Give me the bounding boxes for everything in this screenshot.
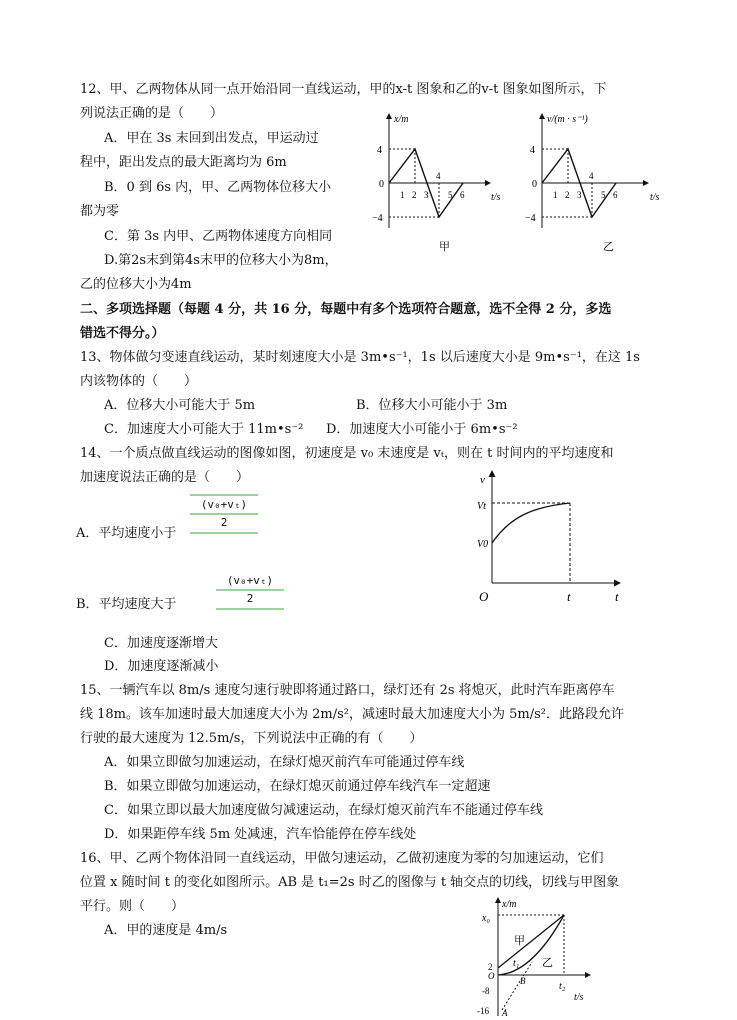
q12-figure-yi [523, 108, 668, 270]
q12-option-b-line2: 都为零 [80, 204, 120, 219]
t1-label: t₁ [513, 958, 520, 969]
y-tick-neg16: -16 [477, 1006, 489, 1016]
y-axis-label: x/m [394, 114, 409, 125]
q15-option-c: C．如果立即以最大加速度做匀减速运动，在绿灯熄灭前汽车不能通过停车线 [104, 803, 543, 818]
x-tick-3: 3 [577, 190, 582, 200]
q12-stem-line1: 12、甲、乙两物体从同一点开始沿同一直线运动，甲的x-t 图象和乙的v-t 图象如图所示，下 [80, 82, 607, 97]
q16-stem-line2: 位置 x 随时间 t 的变化如图所示。AB 是 t₁=2s 时乙的图像与 t 轴交点的切线，切线与甲图象 [80, 875, 620, 890]
fraction-denominator: 2 [246, 592, 254, 605]
t2-label: t₂ [559, 981, 566, 992]
q13-option-b: B．位移大小可能小于 3m [356, 398, 508, 413]
yi-curve [498, 915, 564, 975]
y-tick-0: 0 [379, 179, 384, 190]
x-tick-6: 6 [460, 190, 465, 200]
q14-stem-line1: 14、一个质点做直线运动的图像如图，初速度是 v₀ 末速度是 vₜ，则在 t 时间内的平均速度和 [80, 446, 614, 461]
q12-option-b-line1: B．0 到 6s 内，甲、乙两物体位移大小 [104, 180, 332, 195]
origin-label: O [479, 589, 489, 604]
x-axis-label: t/s [491, 192, 501, 203]
y-tick-neg4: −4 [372, 213, 383, 224]
y-axis-label: v [480, 474, 485, 486]
q14-option-a: A．平均速度小于 [76, 526, 177, 541]
q14-option-b: B．平均速度大于 [76, 597, 177, 612]
q13-stem-line1: 13、物体做匀变速直线运动，某时刻速度大小是 3m•s⁻¹，1s 以后速度大小是 9m•s⁻¹，在这 1s [80, 350, 640, 365]
y-tick-4: 4 [377, 145, 382, 156]
q13-option-d: D．加速度大小可能小于 6m•s⁻² [326, 422, 518, 437]
curve-label-yi: 乙 [542, 957, 553, 969]
curve-label-jia: 甲 [514, 935, 525, 947]
figure-caption-yi: 乙 [603, 241, 614, 253]
v-t-curve [492, 503, 570, 543]
q14-fraction-a [190, 494, 258, 534]
q12-stem-line2: 列说法正确的是（ ） [80, 106, 224, 121]
y-tick-neg8: -8 [482, 986, 490, 996]
fraction-numerator: (v₀+vₜ) [200, 498, 248, 511]
x-tick-3: 3 [424, 190, 429, 200]
q12-option-d-line2: 乙的位移大小为4m [80, 277, 192, 292]
fraction-denominator: 2 [220, 516, 228, 529]
x-tick-6: 6 [613, 190, 618, 200]
x-tick-2: 2 [565, 190, 570, 200]
q14-stem-line2: 加速度说法正确的是（ ） [80, 470, 250, 485]
x-tick-1: 1 [553, 190, 558, 200]
q15-option-a: A．如果立即做匀加速运动，在绿灯熄灭前汽车可能通过停车线 [104, 755, 465, 770]
y-tick-4: 4 [530, 145, 535, 156]
q12-option-a-line1: A．甲在 3s 末回到出发点，甲运动过 [104, 131, 319, 146]
q16-figure [472, 888, 612, 1020]
q15-stem-line3: 行驶的最大速度为 12.5m/s，下列说法中正确的有（ ） [80, 731, 423, 746]
q13-stem-line2: 内该物体的（ ） [80, 374, 198, 389]
q13-option-a: A．位移大小可能大于 5m [104, 398, 256, 413]
q14-fraction-b [216, 574, 284, 610]
q14-option-c: C．加速度逐渐增大 [104, 636, 218, 651]
x-tick-4: 4 [436, 171, 441, 181]
q16-option-a: A．甲的速度是 4m/s [104, 923, 228, 938]
point-A-label: A [502, 1008, 508, 1018]
section2-heading-line1: 二、多项选择题（每题 4 分，共 16 分，每题中有多个选项符合题意，选不全得 2 分，多选 [80, 302, 612, 317]
q15-stem-line1: 15、一辆汽车以 8m/s 速度匀速行驶即将通过路口，绿灯还有 2s 将熄灭，此时汽车距离停车 [80, 683, 615, 698]
x-tick-5: 5 [601, 190, 606, 200]
x-tick-1: 1 [400, 190, 405, 200]
q14-figure [470, 465, 640, 610]
point-B-label: B [520, 976, 526, 986]
figure-caption-jia: 甲 [439, 241, 450, 253]
x-tick-5: 5 [448, 190, 453, 200]
x-axis-label: t [615, 589, 619, 604]
q14-option-d: D．加速度逐渐减小 [104, 659, 219, 674]
y-tick-neg4: −4 [525, 213, 536, 224]
vt-label: Vt [477, 501, 486, 512]
q15-option-b: B．如果立即做匀加速运动，在绿灯熄灭前通过停车线汽车一定超速 [104, 779, 491, 794]
y-tick-2: 2 [488, 962, 493, 972]
q12-option-a-line2: 程中，距出发点的最大距离均为 6m [80, 155, 287, 170]
q15-stem-line2: 线 18m。该车加速时最大加速度大小为 2m/s²，减速时最大加速度大小为 5m/s²．此路段允许 [80, 707, 624, 722]
q12-option-d-line1: D.第2s末到第4s末甲的位移大小为8m， [104, 253, 338, 268]
origin-label: O [488, 971, 495, 981]
v0-label: V0 [477, 539, 489, 550]
q16-stem-line1: 16、甲、乙两个物体沿同一直线运动，甲做匀速运动，乙做初速度为零的匀加速运动，它们 [80, 851, 604, 866]
fraction-numerator: (v₀+vₜ) [226, 574, 274, 587]
x-tick-4: 4 [589, 171, 594, 181]
y-axis-label: v/(m · s⁻¹) [547, 114, 588, 125]
x-axis-label: t/s [574, 992, 584, 1003]
y-axis-label: x/m [502, 899, 517, 910]
y-tick-0: 0 [532, 179, 537, 190]
x-tick-2: 2 [412, 190, 417, 200]
x-axis-label: t/s [650, 192, 660, 203]
section2-heading-line2: 错选不得分。） [80, 326, 165, 341]
q12-figure-jia [372, 108, 512, 270]
q15-option-d: D．如果距停车线 5m 处减速，汽车恰能停在停车线处 [104, 827, 417, 842]
q16-stem-line3: 平行。则（ ） [80, 899, 185, 914]
x0-label: x₀ [482, 913, 490, 924]
t-tick-label: t [567, 589, 571, 604]
q13-option-c: C．加速度大小可能大于 11m•s⁻² [104, 422, 304, 437]
q12-option-c: C．第 3s 内甲、乙两物体速度方向相同 [104, 229, 333, 244]
